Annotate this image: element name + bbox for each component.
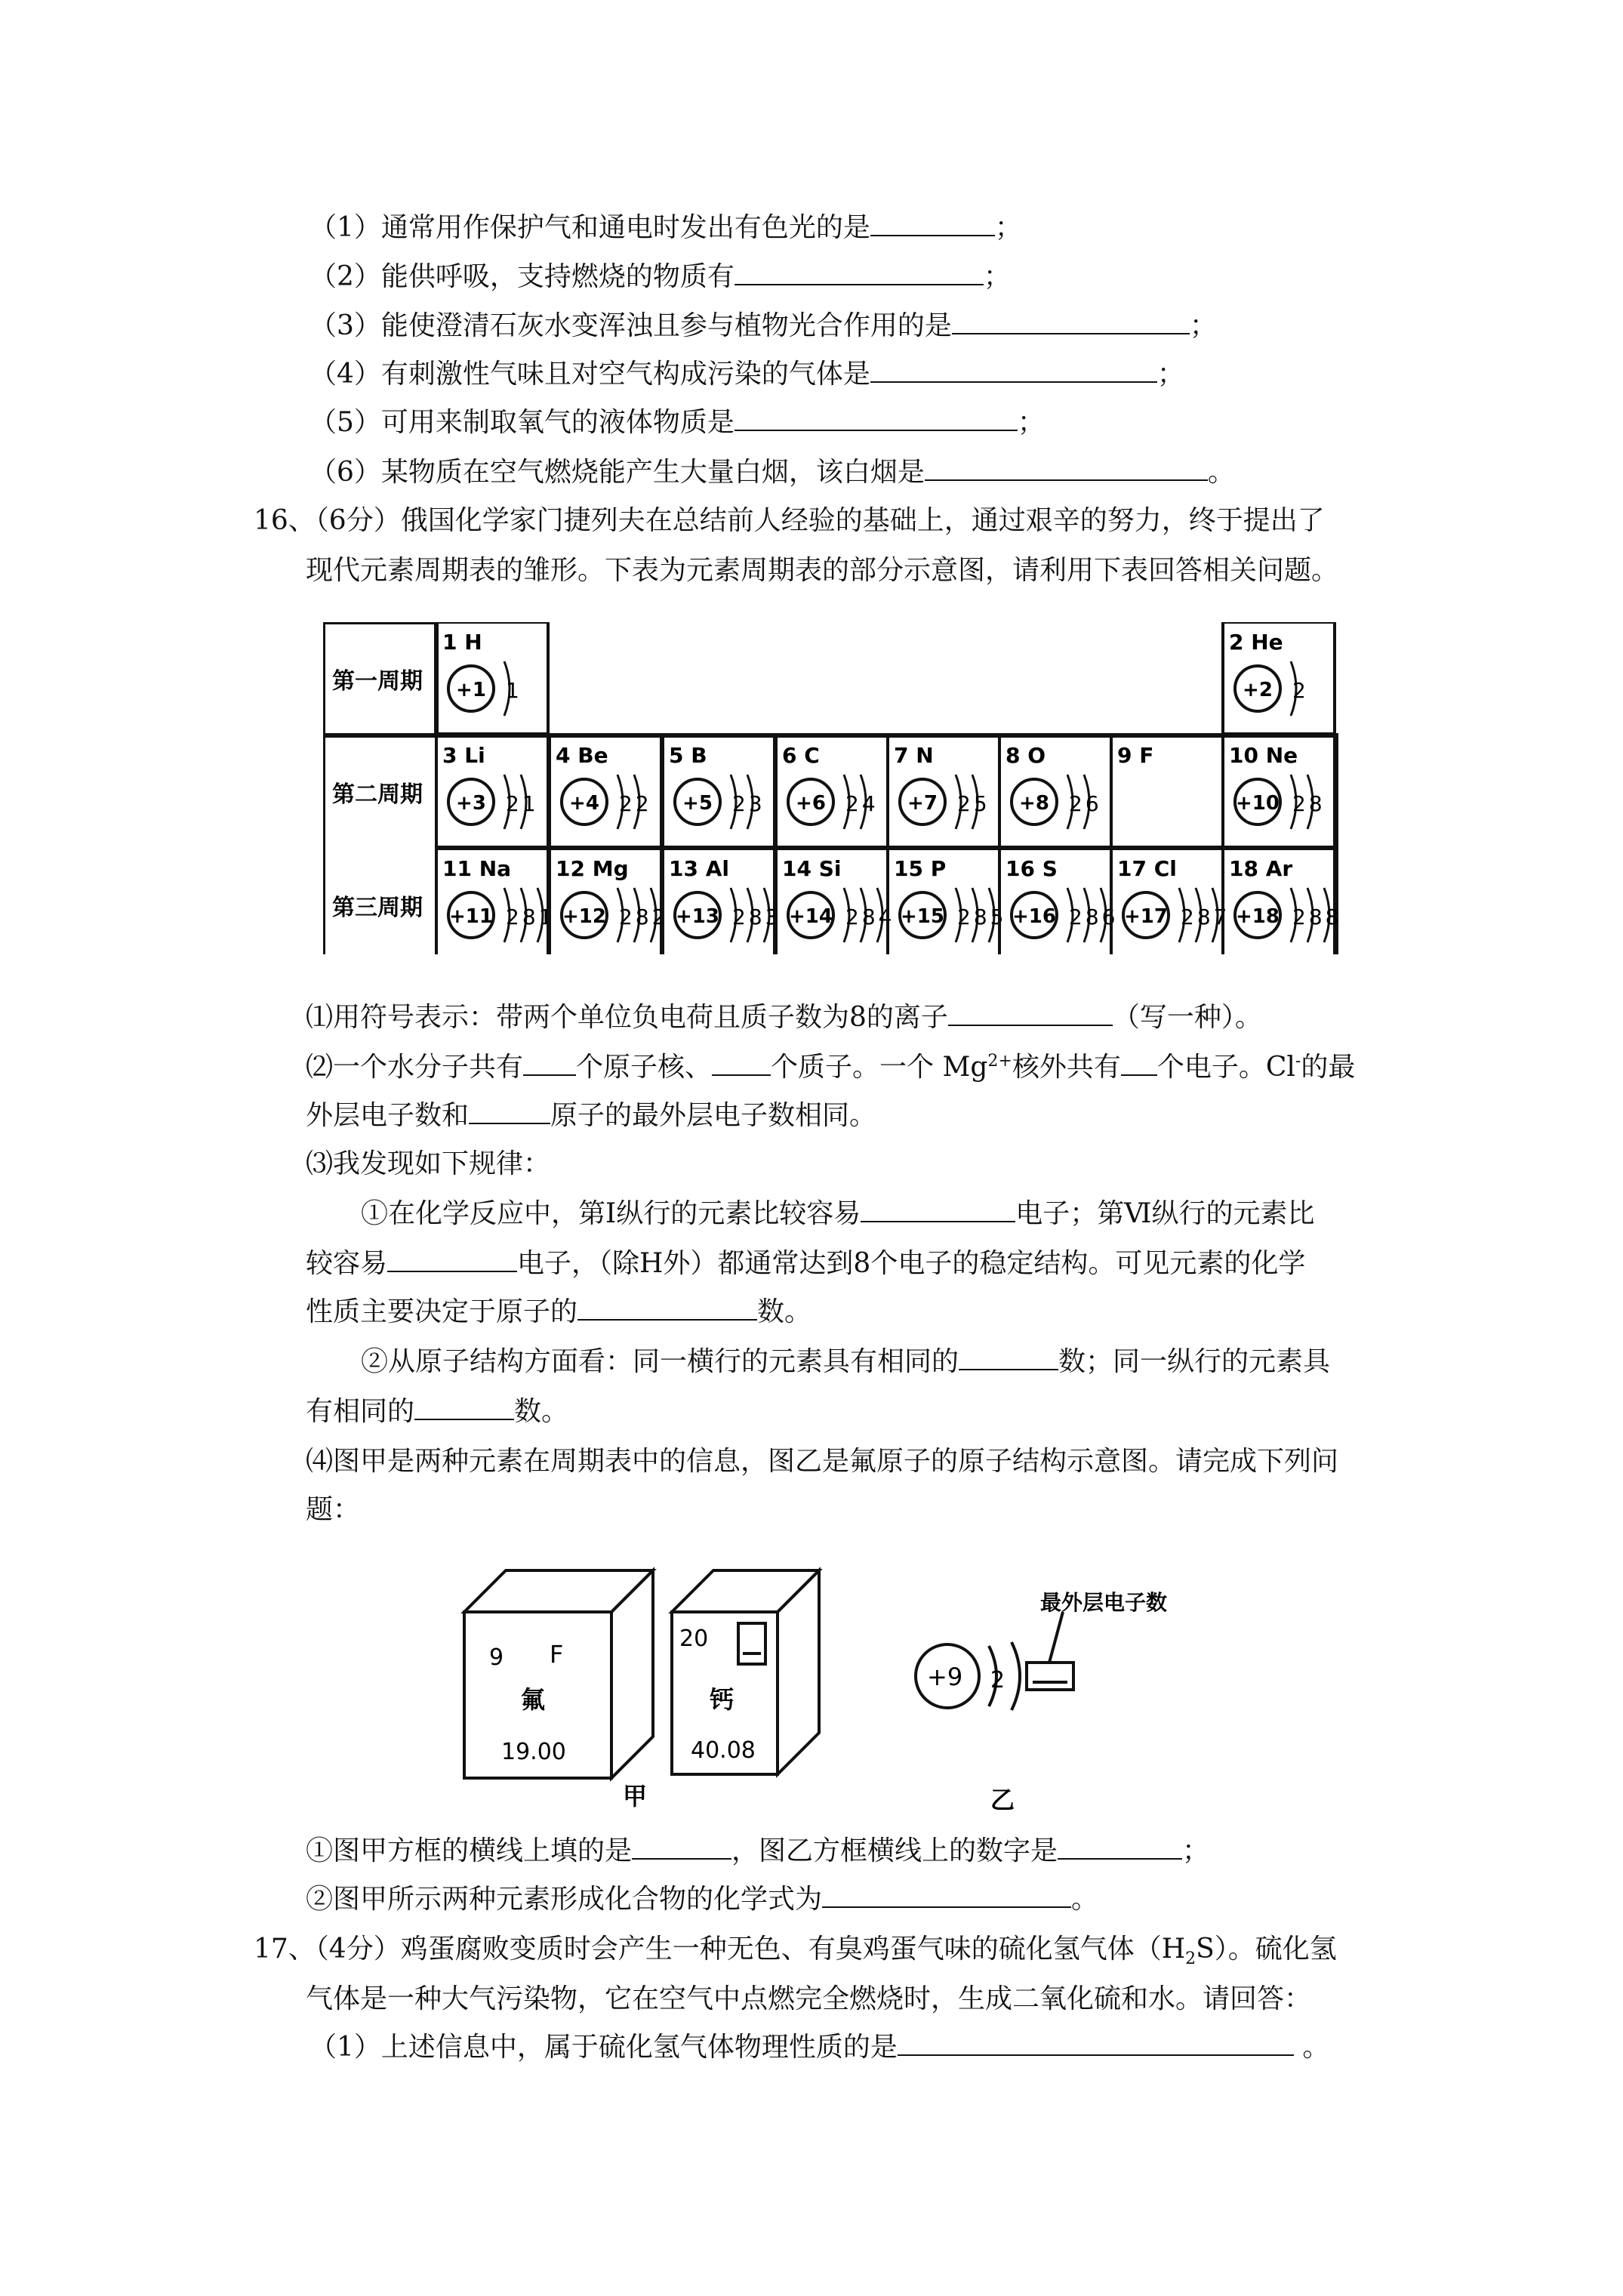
q16-part-4-line-2: 题： (306, 1494, 361, 1525)
answer-blank[interactable] (948, 1002, 1113, 1026)
answer-blank[interactable] (822, 1884, 1071, 1908)
nucleus-charge: +10 (1236, 792, 1280, 815)
answer-blank[interactable] (712, 1052, 771, 1076)
q16-part-3-rule-1-line-1: ①在化学反应中，第Ⅰ纵行的元素比较容易 电子；第Ⅵ纵行的元素比 (361, 1198, 1315, 1229)
nucleus-charge: +8 (1019, 792, 1049, 815)
nucleus-charge: +17 (1124, 905, 1168, 928)
fluorine-symbol: F (550, 1640, 564, 1669)
period-label: 第三周期 (332, 895, 423, 921)
answer-blank[interactable] (870, 359, 1157, 383)
q15-item-1: （1）通常用作保护气和通电时发出有色光的是 ； (310, 212, 1022, 243)
calcium-atomic-number: 20 (679, 1626, 709, 1652)
calcium-name: 钙 (710, 1685, 735, 1714)
element-label: 4 Be (556, 743, 608, 768)
nucleus-charge: +11 (449, 905, 493, 928)
periodic-table (323, 622, 1342, 957)
answer-blank[interactable] (1058, 1835, 1182, 1860)
answer-blank[interactable] (925, 457, 1208, 481)
electron-shell-counts: 21 (506, 791, 539, 816)
answer-blank[interactable] (523, 1052, 576, 1076)
answer-blank[interactable] (387, 1248, 517, 1272)
nucleus-charge: +3 (456, 792, 486, 815)
q15-item-5: （5）可用来制取氧气的液体物质是 ； (310, 407, 1045, 438)
electron-shell-counts: 285 (957, 905, 1007, 929)
periodic-table-drawing (323, 622, 1342, 954)
element-label: 18 Ar (1229, 856, 1293, 881)
electron-shell-counts: 288 (1292, 905, 1342, 929)
electron-shell-counts: 25 (957, 791, 990, 816)
calcium-mass: 40.08 (691, 1737, 756, 1764)
electron-shell-counts: 281 (506, 905, 556, 929)
element-info-figure (453, 1540, 1298, 1823)
element-label: 5 B (669, 743, 707, 768)
element-label: 2 He (1229, 630, 1283, 655)
fluorine-atom-diagram (916, 1612, 1073, 1710)
q16-part-2-line-1: ⑵一个水分子共有 个原子核、 个质子。一个 $Mg^{2+}$核外共有 个电子。Cl-的最 (306, 1052, 1356, 1083)
element-label: 17 Cl (1117, 856, 1177, 881)
nucleus-charge: +18 (1236, 905, 1280, 928)
fluorine-name: 氟 (521, 1685, 546, 1714)
nucleus-charge: +12 (562, 905, 606, 928)
nucleus-charge: +14 (789, 905, 833, 928)
answer-blank[interactable] (952, 310, 1190, 334)
answer-blank[interactable] (870, 212, 995, 236)
q15-item-3: （3）能使澄清石灰水变浑浊且参与植物光合作用的是 ； (310, 310, 1217, 341)
element-label: 6 C (782, 743, 820, 768)
nucleus-charge: +7 (907, 792, 938, 815)
element-label: 14 Si (782, 856, 842, 881)
electron-shell-counts: 2 (1292, 678, 1309, 703)
element-label: 11 Na (442, 856, 512, 881)
q16-part-3-rule-1-line-2: 较容易 电子，（除H外）都通常达到8个电子的稳定结构。可见元素的化学 (306, 1248, 1306, 1279)
electron-shell-counts: 287 (1181, 905, 1230, 929)
q17-part-1: （1）上述信息中，属于硫化氢气体物理性质的是 。 (310, 2032, 1330, 2063)
q15-item-2: （2）能供呼吸，支持燃烧的物质有 ； (310, 261, 1011, 292)
answer-blank[interactable] (469, 1100, 550, 1124)
q17-line-1: 17、（4分）鸡蛋腐败变质时会产生一种无色、有臭鸡蛋气味的硫化氢气体$(H_2S)$。硫化氢 (254, 1934, 1337, 1969)
q16-part-4-question-2: ②图甲所示两种元素形成化合物的化学式为 。 (306, 1884, 1099, 1915)
q16-part-3-rule-1-line-3: 性质主要决定于原子的 数。 (306, 1296, 812, 1327)
figure-label-b: 乙 (990, 1786, 1015, 1814)
answer-blank[interactable] (735, 261, 984, 285)
nucleus-charge: +4 (569, 792, 599, 815)
electron-shell-counts: 286 (1069, 905, 1119, 929)
electron-shell-counts: 22 (619, 791, 652, 816)
element-label: 1 H (442, 630, 482, 655)
answer-blank[interactable] (898, 2032, 1294, 2056)
period-label: 第一周期 (332, 668, 423, 695)
element-label: 7 N (894, 743, 934, 768)
fluorine-mass: 19.00 (501, 1739, 566, 1765)
electron-shell-counts: 284 (845, 905, 895, 929)
nucleus-charge: +2 (1243, 679, 1273, 701)
nucleus-charge: +15 (901, 905, 944, 928)
fluorine-atomic-number: 9 (489, 1644, 504, 1671)
answer-blank[interactable] (632, 1835, 731, 1860)
electron-shell-counts: 282 (619, 905, 669, 929)
element-label: 10 Ne (1229, 743, 1298, 768)
answer-blank[interactable] (861, 1198, 1015, 1222)
element-label: 12 Mg (556, 856, 629, 881)
q16-part-3-rule-2-line-2: 有相同的 数。 (306, 1396, 569, 1427)
answer-blank[interactable] (577, 1296, 757, 1321)
answer-blank[interactable] (414, 1396, 514, 1420)
atom-nucleus: +9 (927, 1663, 963, 1691)
answer-blank[interactable] (959, 1346, 1058, 1370)
q16-part-1: ⑴用符号表示：带两个单位负电荷且质子数为8的离子 （写一种）。 (306, 1002, 1262, 1033)
period-label: 第二周期 (332, 781, 423, 808)
figure-label-a: 甲 (623, 1782, 648, 1811)
answer-blank[interactable] (1121, 1052, 1157, 1076)
element-label: 9 F (1117, 743, 1154, 768)
electron-shell-counts: 28 (1292, 791, 1326, 816)
outer-shell-annotation: 最外层电子数 (1040, 1590, 1168, 1615)
nucleus-charge: +13 (676, 905, 719, 928)
q16-part-4-question-1: ①图甲方框的横线上填的是 ，图乙方框横线上的数字是 ； (306, 1835, 1210, 1866)
electron-shell-counts: 1 (506, 678, 522, 703)
q16-header-line-1: 16、（6分）俄国化学家门捷列夫在总结前人经验的基础上，通过艰辛的努力，终于提出了 (254, 505, 1325, 536)
element-label: 13 Al (669, 856, 729, 881)
q15-item-6: （6）某物质在空气燃烧能产生大量白烟，该白烟是 。 (310, 457, 1235, 488)
q15-item-4: （4）有刺激性气味且对空气构成污染的气体是 ； (310, 359, 1184, 390)
q16-part-2-line-2: 外层电子数和 原子的最外层电子数相同。 (306, 1100, 877, 1131)
element-label: 15 P (894, 856, 947, 881)
q16-part-3-rule-2-line-1: ②从原子结构方面看：同一横行的元素具有相同的 数；同一纵行的元素具 (361, 1346, 1331, 1377)
q16-header-line-2: 现代元素周期表的雏形。下表为元素周期表的部分示意图，请利用下表回答相关问题。 (306, 555, 1339, 586)
q16-part-4-line-1: ⑷图甲是两种元素在周期表中的信息，图乙是氟原子的原子结构示意图。请完成下列问 (306, 1446, 1339, 1477)
nucleus-charge: +6 (796, 792, 826, 815)
nucleus-charge: +16 (1012, 905, 1056, 928)
electron-shell-counts: 26 (1069, 791, 1102, 816)
electron-shell-counts: 24 (845, 791, 879, 816)
nucleus-charge: +5 (682, 792, 713, 815)
q17-line-2: 气体是一种大气污染物，它在空气中点燃完全燃烧时，生成二氧化硫和水。请回答： (306, 1983, 1312, 2014)
element-label: 3 Li (442, 743, 485, 768)
electron-shell-counts: 23 (732, 791, 765, 816)
element-label: 16 S (1006, 856, 1058, 881)
figure-drawing (453, 1540, 1298, 1820)
q16-part-3-title: ⑶我发现如下规律： (306, 1148, 551, 1179)
element-label: 8 O (1006, 743, 1046, 768)
nucleus-charge: +1 (456, 679, 486, 701)
answer-blank[interactable] (735, 407, 1018, 431)
atom-inner-shell: 2 (990, 1667, 1006, 1693)
electron-shell-counts: 283 (732, 905, 782, 929)
